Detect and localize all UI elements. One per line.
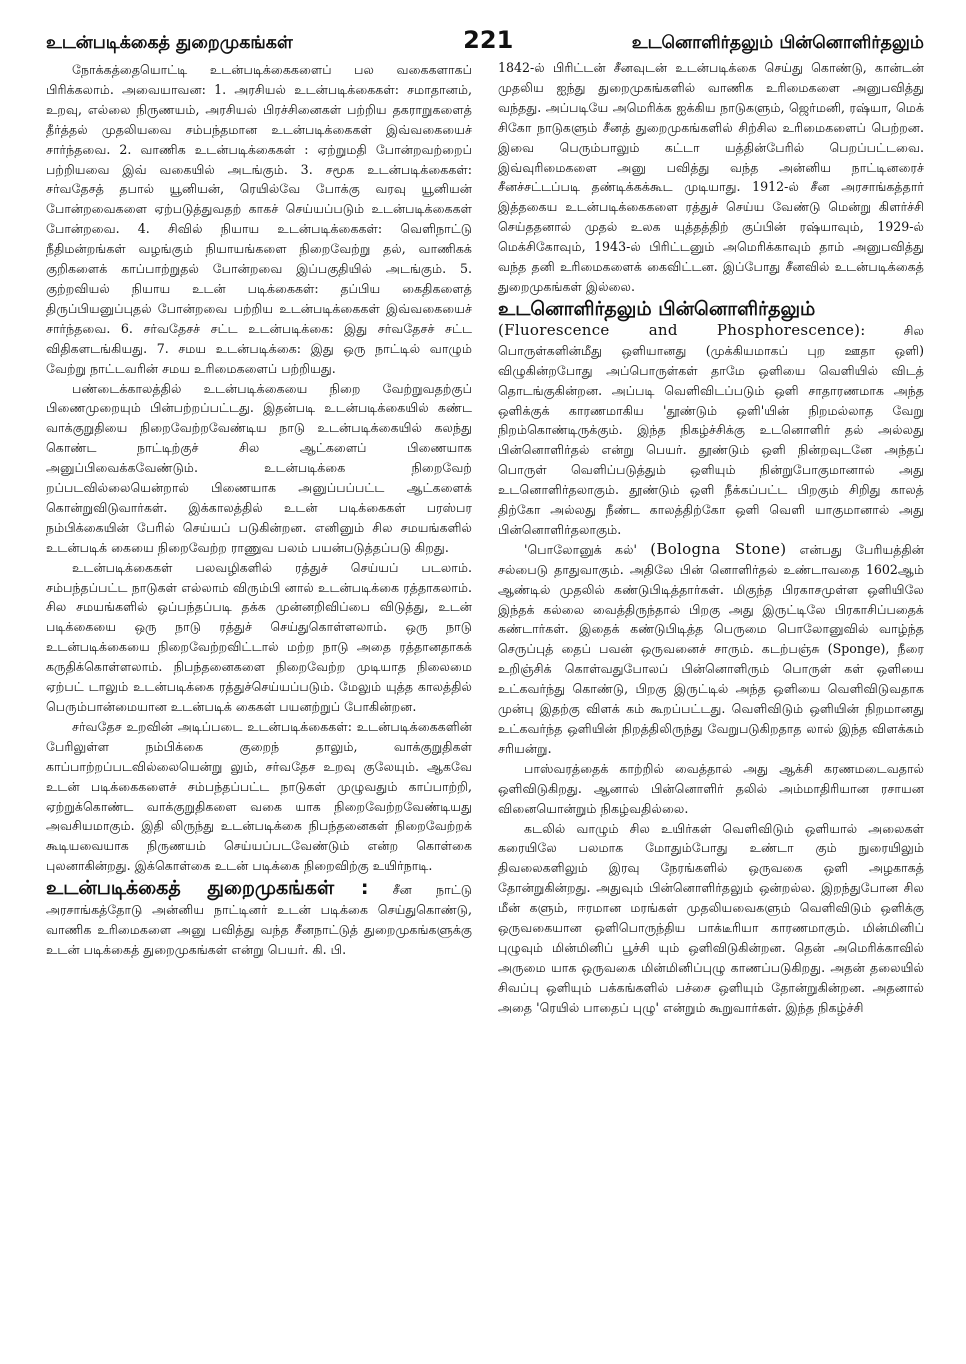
section-heading-latin: (Fluorescence and Phosphorescence): <box>498 320 866 339</box>
page-number: 221 <box>463 26 514 54</box>
paragraph: உடன்படிக்கைகள் பலவழிகளில் ரத்துச் செய்யப் படலாம். சம்பந்தப்பட்ட நாடுகள் எல்லாம் விரும்பி னால் உடன்படிக்கை ரத்தாகலாம். சில சமயங்களில் ஒப்பந்தப்படி தக்க முன்னறிவிப்பை விடுத்து, உடன் படிக்கையை ஒரு நாடு ரத்துச் செய்துகொள்ளலாம். ஒரு நாடு உடன்படிக்கையை நிறைவேற்றவிட்டால் மற்ற நாடு அதை ரத்தானதாகக் கருதிக்கொள்ளலாம். நிபந்தனைகளை நிறைவேற்ற முடியாத நிலைமை ஏற்பட் டாலும் உடன்படிக்கை ரத்துச்செய்யப்படும். மேலும் யுத்த காலத்தில் பெரும்பான்மையான உடன்படிக் கைகள் பயனற்றுப் போகின்றன. <box>46 559 472 714</box>
paragraph: பண்டைக்காலத்தில் உடன்படிக்கையை நிறை வேற்றுவதற்குப் பிணைமுறையும் பின்பற்றப்பட்டது. இதன்படி உடன்படிக்கையில் கண்ட வாக்குறுதியை நிறைவேற்றவேண்டிய நாடு உடன்படிக்கையில் கலந்து கொண்ட நாட்டிற்குச் சில ஆட்களைப் பிணையாக அனுப்பிவைக்கவேண்டும். உடன்படிக்கை நிறைவேற் றப்படவில்லையென்றால் பிணையாக அனுப்பப்பட்ட ஆட்களைக் கொன்றுவிடுவார்கள். இக்காலத்தில் உடன் படிக்கைகள் பரஸ்பர நம்பிக்கையின் பேரில் செய்யப் படுகின்றன. எனினும் சில சமயங்களில் உடன்படிக் கையை நிறைவேற்ற ராணுவ பலம் பயன்படுத்தப்படு கிறது. <box>46 380 472 555</box>
text-columns <box>46 60 924 1018</box>
section-entry-treaty-ports <box>46 876 472 960</box>
paragraph: கடலில் வாழும் சில உயிர்கள் வெளிவிடும் ஒளியால் அலைகள் கரையிலே பலமாக மோதும்போது உண்டா கும் நுரையிலும் திவலைகளிலும் இரவு நேரங்களில் ஒருவகை ஒளி அழகாகத் தோன்றுகின்றது. அதுவும் பின்னொளிர்தலும் ஒன்றல்ல. இறந்துபோன சில மீன் களும், ஈரமான மரங்கள் முதலியவைகளும் வெளிவிடும் ஒளிக்கு ஒருவகையான ஒளிபொருந்திய பாக்டீரியா காரணமாகும். மின்மினிப் புழுவும் மின்மினிப் பூச்சி யும் ஒளிவிடுகின்றன. தென் அமெரிக்காவில் அருமை யாக ஒருவகை மின்மினிப்புழு காணப்படுகிறது. அதன் தலையில் சிவப்பு ஒளியும் பக்கங்களில் பச்சை ஒளியும் தோன்றுகின்றன. அதனால் அதை 'ரெயில் பாதைப் புழு' என்றும் கூறுவார்கள். இந்த நிகழ்ச்சி <box>498 820 924 1015</box>
section-heading: உடனொளிர்தலும் பின்னொளிர்தலும் <box>498 297 816 320</box>
right-column <box>498 58 924 1018</box>
header-right-title: உடனொளிர்தலும் பின்னொளிர்தலும் <box>631 33 924 53</box>
header-left-title: உடன்படிக்கைத் துறைமுகங்கள் <box>46 33 293 53</box>
running-header <box>46 22 924 58</box>
paragraph-text: என்பது பேரியத்தின் சல்பைடு தாதுவாகும். அதிலே பின் னொளிர்தல் உண்டாவதை 1602ஆம் ஆண்டில் முதலில் கண்டுபிடித்தார்கள். மிகுந்த பிரகாசமுள்ள ஒளியிலே இந்தக் கல்லை வைத்திருந்தால் பிறகு அது இருட்டிலே பிரகாசிப்பதைக் கண்டார்கள். இதைக் கண்டுபிடித்த பெருமை பொலோனுவில் வாழ்ந்த செருப்புத் தைப் பவன் ஒருவனைச் சாரும். கடற்பஞ்சு (Sponge), நீரை உறிஞ்சிக் கொள்வதுபோலப் பின்னொளிரும் பொருள் கள் ஒளியை உட்கவர்ந்து கொண்டு, பிறகு இருட்டில் அந்த ஒளியை வெளிவிடுவதாக முன்பு இதற்கு விளக் கம் கூறப்பட்டது. வெளிவிடும் ஒளியின் நிறமானது உட்கவர்ந்த ஒளியின் நிறத்திலிருந்து வேறுபடுகிறதாத லால் இந்த விளக்கம் சரியன்று. <box>498 541 924 756</box>
section-entry-fluorescence <box>498 321 924 540</box>
bologna-stone-term: 'பொலோனுக் கல்' <box>524 541 651 557</box>
paragraph-text: சில பொருள்களின்மீது ஒளியானது (முக்கியமாகப் புற ஊதா ஒளி) விழுகின்றபோது அப்பொருள்கள் தாமே ஒளியை வெளியில் விடத் தொடங்குகின்றன. அப்படி வெளிவிடப்படும் ஒளி சாதாரணமாக அந்த ஒளிக்குக் காரணமாகிய 'தூண்டும் ஒளி'யின் நிறமல்லாத வேறு நிறம்கொண்டிருக்கும். இந்த நிகழ்ச்சிக்கு உடனொளிர் தல் அல்லது பின்னொளிர்தல் என்று பெயர். தூண்டும் ஒளி நின்றவுடனே அந்தப் பொருள் வெளிப்படுத்தும் ஒளியும் நின்றுபோகுமானால் அது உடனொளிர்தலாகும். தூண்டும் ஒளி நீக்கப்பட்ட பிறகும் சிறிது காலத் திற்கோ அல்லது நீண்ட காலத்திற்கோ ஒளி வெளி யாகுமானால் அது பின்னொளிர்தலாகும். <box>498 322 924 537</box>
paragraph <box>498 540 924 759</box>
paragraph: நோக்கத்தையொட்டி உடன்படிக்கைகளைப் பல வகைகளாகப் பிரிக்கலாம். அவையாவன: 1. அரசியல் உடன்படிக்கைகள்: சமாதானம், உறவு, எல்லை நிருணயம், அரசியல் பிரச்சினைகள் பற்றிய தகராறுகளைத் தீர்த்தல் முதலியவை சம்பந்தமான உடன்படிக்கைகள் இவ்வகையைச் சார்ந்தவை. 2. வாணிக உடன்படிக்கைகள் : ஏற்றுமதி போன்றவற்றைப் பற்றியவை இவ் வகையில் அடங்கும். 3. சமூக உடன்படிக்கைகள்: சர்வதேசத் தபால் யூனியன், ரெயில்வே போக்கு வரவு யூனியன் போன்றவைகளை ஏற்படுத்துவதற் காகச் செய்யப்படும் உடன்படிக்கைகள் போன்றவை. 4. சிவில் நியாய உடன்படிக்கைகள்: வெளிநாட்டு நீதிமன்றங்கள் வழங்கும் நியாயங்களை நிறைவேற்று தல், வாணிகக் குறிகளைக் காப்பாற்றுதல் போன்றவை இப்பகுதியில் அடங்கும். 5. குற்றவியல் நியாய உடன் படிக்கைகள்: தப்பிய கைதிகளைத் திருப்பியனுப்புதல் போன்றவை பற்றிய உடன்படிக்கைகள் இவ்வகையைச் சார்ந்தவை. 6. சர்வதேசச் சட்ட உடன்படிக்கை: இது சர்வதேசச் சட்ட விதிகளடங்கியது. 7. சமய உடன்படிக்கை: இது ஒரு நாட்டில் வாழும் வேற்று நாட்டவரின் சமய உரிமைகளைப் பற்றியது. <box>46 62 472 376</box>
section-heading: உடன்படிக்கைத் துறைமுகங்கள் : <box>46 877 369 900</box>
paragraph: பாஸ்வரத்தைக் காற்றில் வைத்தால் அது ஆக்சி கரணமடைவதால் ஒளிவிடுகிறது. ஆனால் பின்னொளிர் தலில் அம்மாதிரியான ரசாயன வினையொன்றும் நிகழ்வதில்லை. <box>498 760 924 816</box>
paragraph: 1842-ல் பிரிட்டன் சீனவுடன் உடன்படிக்கை செய்து கொண்டு, கான்டன் முதலிய ஐந்து துறைமுகங்களில் வாணிக உரிமைகளை அனுபவித்து வந்தது. அப்படியே அமெரிக்க ஐக்கிய நாடுகளும், ஜெர்மனி, ரஷ்யா, மெக் சிகோ நாடுகளும் சீனத் துறைமுகங்களில் சிற்சில உரிமைகளைப் பெற்றன. இவை பெரும்பாலும் கட்டா யத்தின்பேரில் பெறப்பட்டவை. இவ்வுரிமைகளை அனு பவித்து வந்த அன்னிய நாட்டினரைச் சீனச்சட்டப்படி தண்டிக்கக்கூட முடியாது. 1912-ல் சீன அரசாங்கத்தார் இத்தகைய உடன்படிக்கைகளை ரத்துச் செய்ய வேண்டு மென்று கிளர்ச்சி செய்ததனால் முதல் உலக யுத்தத்திற் குப்பின் ரஷ்யாவும், 1929-ல் மெக்சிகோவும், 1943-ல் பிரிட்டனும் அமெரிக்காவும் தாம் அனுபவித்து வந்த தனி உரிமைகளைக் கைவிட்டன. இப்போது சீனவில் உடன்படிக்கைத் துறைமுகங்கள் இல்லை. <box>498 60 924 294</box>
left-column <box>46 60 472 1018</box>
paragraph: சர்வதேச உறவின் அடிப்படை உடன்படிக்கைகள்: உடன்படிக்கைகளின் பேரிலுள்ள நம்பிக்கை குறைந் தாலும், வாக்குறுதிகள் காப்பாற்றப்படவில்லையென்று லும், சர்வதேச உறவு குலேயும். ஆகவே உடன் படிக்கைகளைச் சம்பந்தப்பட்ட நாடுகள் முழுவதும் காப்பாற்றி, ஏற்றுக்கொண்ட வாக்குறுதிகளை வகை யாக நிறைவேற்றவேண்டியது அவசியமாகும். இதி லிருந்து உடன்படிக்கை நிபந்தனைகள் நிறைவேற்றக் கூடியவையாக நிருணயம் செய்யப்படவேண்டும் என்ற கொள்கை புலனாகின்றது. இக்கொள்கை உடன் படிக்கை நிறைவிற்கு உயிர்நாடி. <box>46 718 472 874</box>
bologna-stone-latin: (Bologna Stone) <box>650 539 787 558</box>
paragraph-text: சீன நாட்டு அரசாங்கத்தோடு அன்னிய நாட்டினர் உடன் படிக்கை செய்துகொண்டு, வாணிக உரிமைகளை அனு பவித்து வந்த சீனநாட்டுத் துறைமுகங்களுக்கு உடன் படிக்கைத் துறைமுகங்கள் என்று பெயர். கி. பி. <box>46 882 472 957</box>
